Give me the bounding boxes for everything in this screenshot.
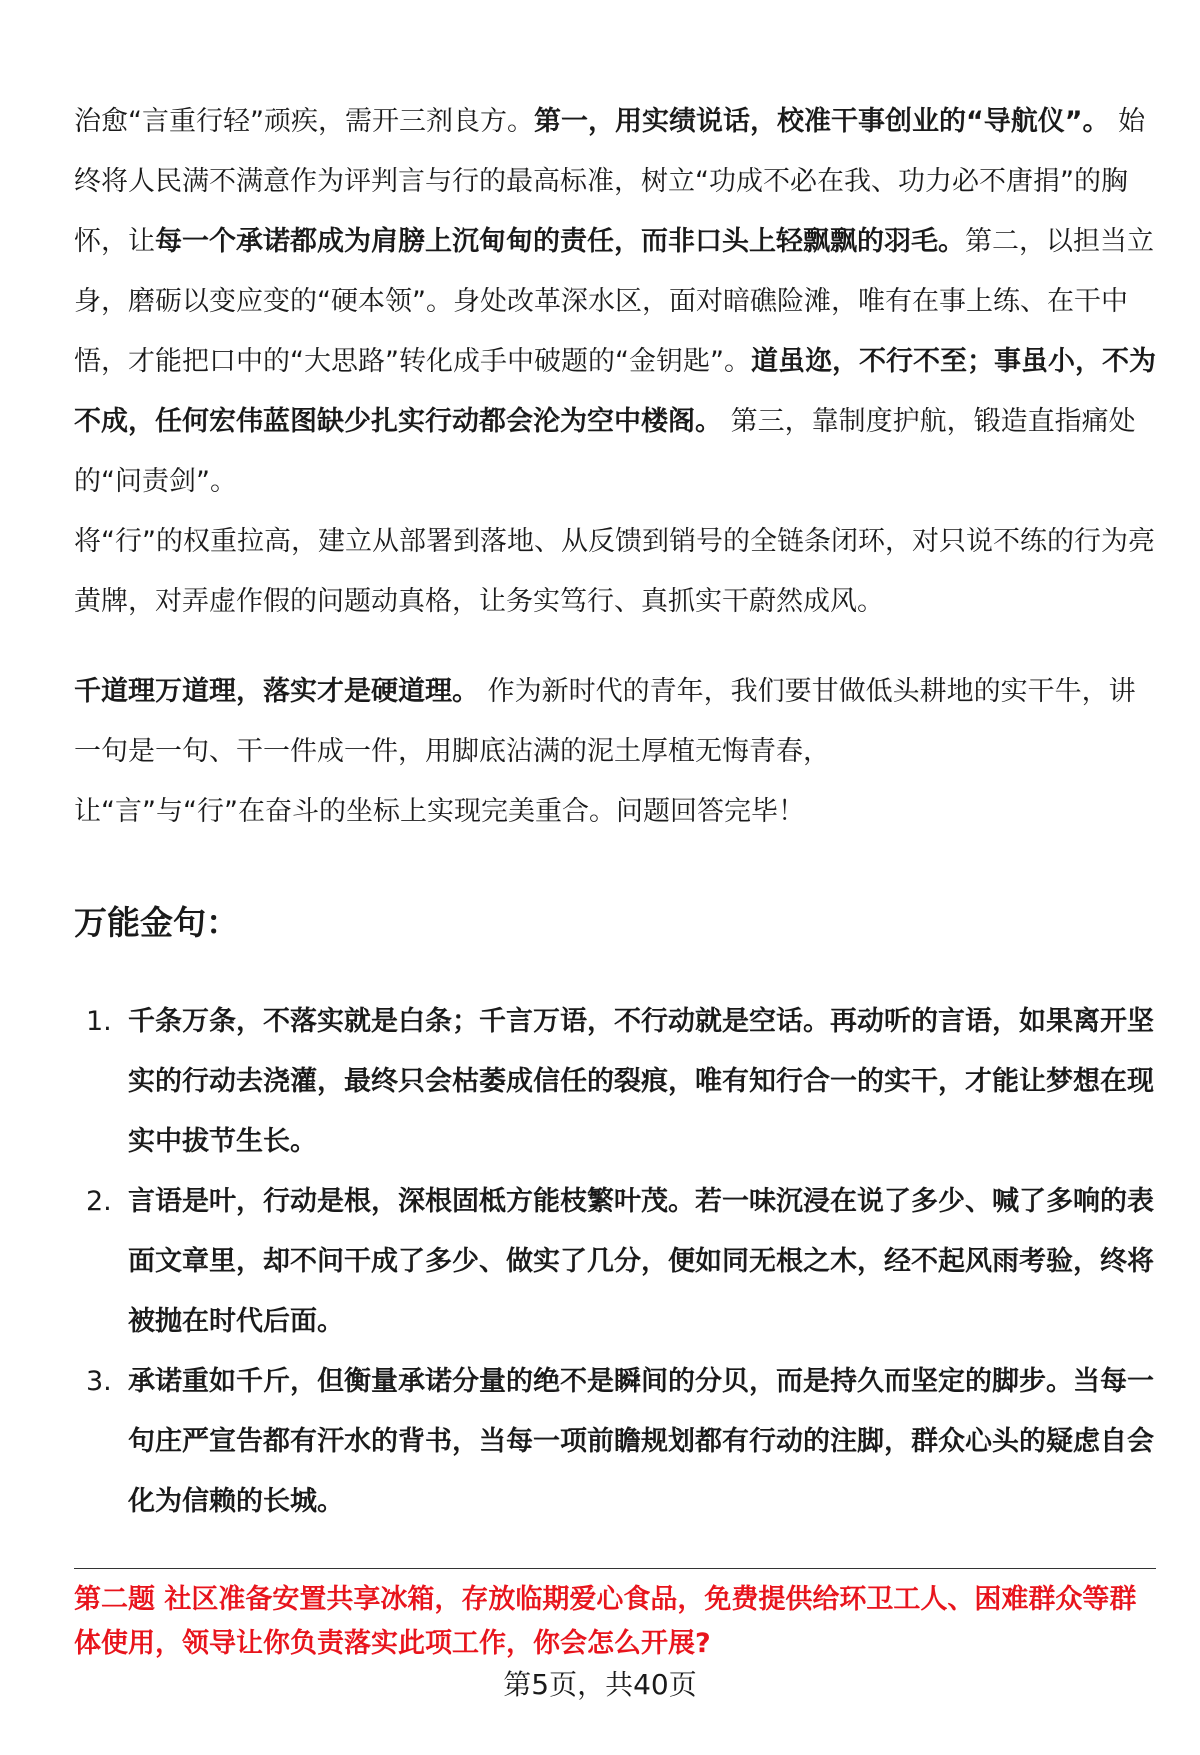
paragraph-conclusion bbox=[74, 662, 1156, 842]
section-divider bbox=[74, 1568, 1156, 1569]
text-span: 作为新时代的青年，我们要甘做低头耕地的实干牛，讲一句是一句、干一件成一件，用脚底沾满的泥土厚植无悔青春， bbox=[74, 676, 1136, 767]
list-item-number: 1. bbox=[86, 1006, 112, 1037]
document-body bbox=[74, 92, 1156, 1532]
list-item-text: 千条万条，不落实就是白条；千言万语，不行动就是空话。再动听的言语，如果离开坚实的行动去浇灌，最终只会枯萎成信任的裂痕，唯有知行合一的实干，才能让梦想在现实中拔节生长。 bbox=[128, 1006, 1154, 1157]
bold-span: 千道理万道理，落实才是硬道理。 bbox=[74, 676, 479, 707]
bold-span: 第一，用实绩说话，校准干事创业的“导航仪”。 bbox=[533, 106, 1110, 137]
text-span: 始终将人民满不满意作为评判言与行的最高标准，树立“功成不必在我、功力必不唐捐”的胸怀，让 bbox=[74, 106, 1146, 257]
list-item-number: 3. bbox=[86, 1366, 112, 1397]
text-span: 将“行”的权重拉高，建立从部署到落地、从反馈到销号的全链条闭环，对只说不练的行为亮黄牌，对弄虚作假的问题动真格，让务实笃行、真抓实干蔚然成风。 bbox=[74, 526, 1155, 617]
golden-sentences-list bbox=[74, 992, 1156, 1532]
text-span: 让“言”与“行”在奋斗的坐标上实现完美重合。问题回答完毕！ bbox=[74, 796, 805, 827]
list-item bbox=[74, 992, 1156, 1172]
paragraph-three-remedies bbox=[74, 92, 1156, 632]
golden-sentences-heading: 万能金句： bbox=[74, 903, 239, 942]
list-item-text: 承诺重如千斤，但衡量承诺分量的绝不是瞬间的分贝，而是持久而坚定的脚步。当每一句庄严宣告都有汗水的背书，当每一项前瞻规划都有行动的注脚，群众心头的疑虑自会化为信赖的长城。 bbox=[128, 1366, 1154, 1517]
bold-span: 每一个承诺都成为肩膀上沉甸甸的责任，而非口头上轻飘飘的羽毛。 bbox=[155, 226, 965, 257]
list-item-text: 言语是叶，行动是根，深根固柢方能枝繁叶茂。若一味沉浸在说了多少、喊了多响的表面文章里，却不问干成了多少、做实了几分，便如同无根之木，经不起风雨考验，终将被抛在时代后面。 bbox=[128, 1186, 1154, 1337]
bold-span: 道虽迩，不行不至；事虽小，不为不成，任何宏伟蓝图缺少扎实行动都会沦为空中楼阁。 bbox=[74, 346, 1156, 437]
text-span: 第二，以担当立身，磨砺以变应变的“硬本领”。身处改革深水区，面对暗礁险滩，唯有在事上练、在干中悟，才能把口中的“大思路”转化成手中破题的“金钥匙”。 bbox=[74, 226, 1154, 377]
text-span: 第三，靠制度护航，锻造直指痛处的“问责剑”。 bbox=[74, 406, 1136, 497]
next-question-title: 第二题 社区准备安置共享冰箱，存放临期爱心食品，免费提供给环卫工人、困难群众等群体使用，领导让你负责落实此项工作，你会怎么开展? bbox=[74, 1584, 1137, 1659]
text-span: 治愈“言重行轻”顽疾，需开三剂良方。 bbox=[74, 106, 534, 137]
list-item bbox=[74, 1172, 1156, 1352]
list-item bbox=[74, 1352, 1156, 1532]
list-item-number: 2. bbox=[86, 1186, 112, 1217]
page-number-footer: 第5页，共40页 bbox=[503, 1668, 697, 1701]
